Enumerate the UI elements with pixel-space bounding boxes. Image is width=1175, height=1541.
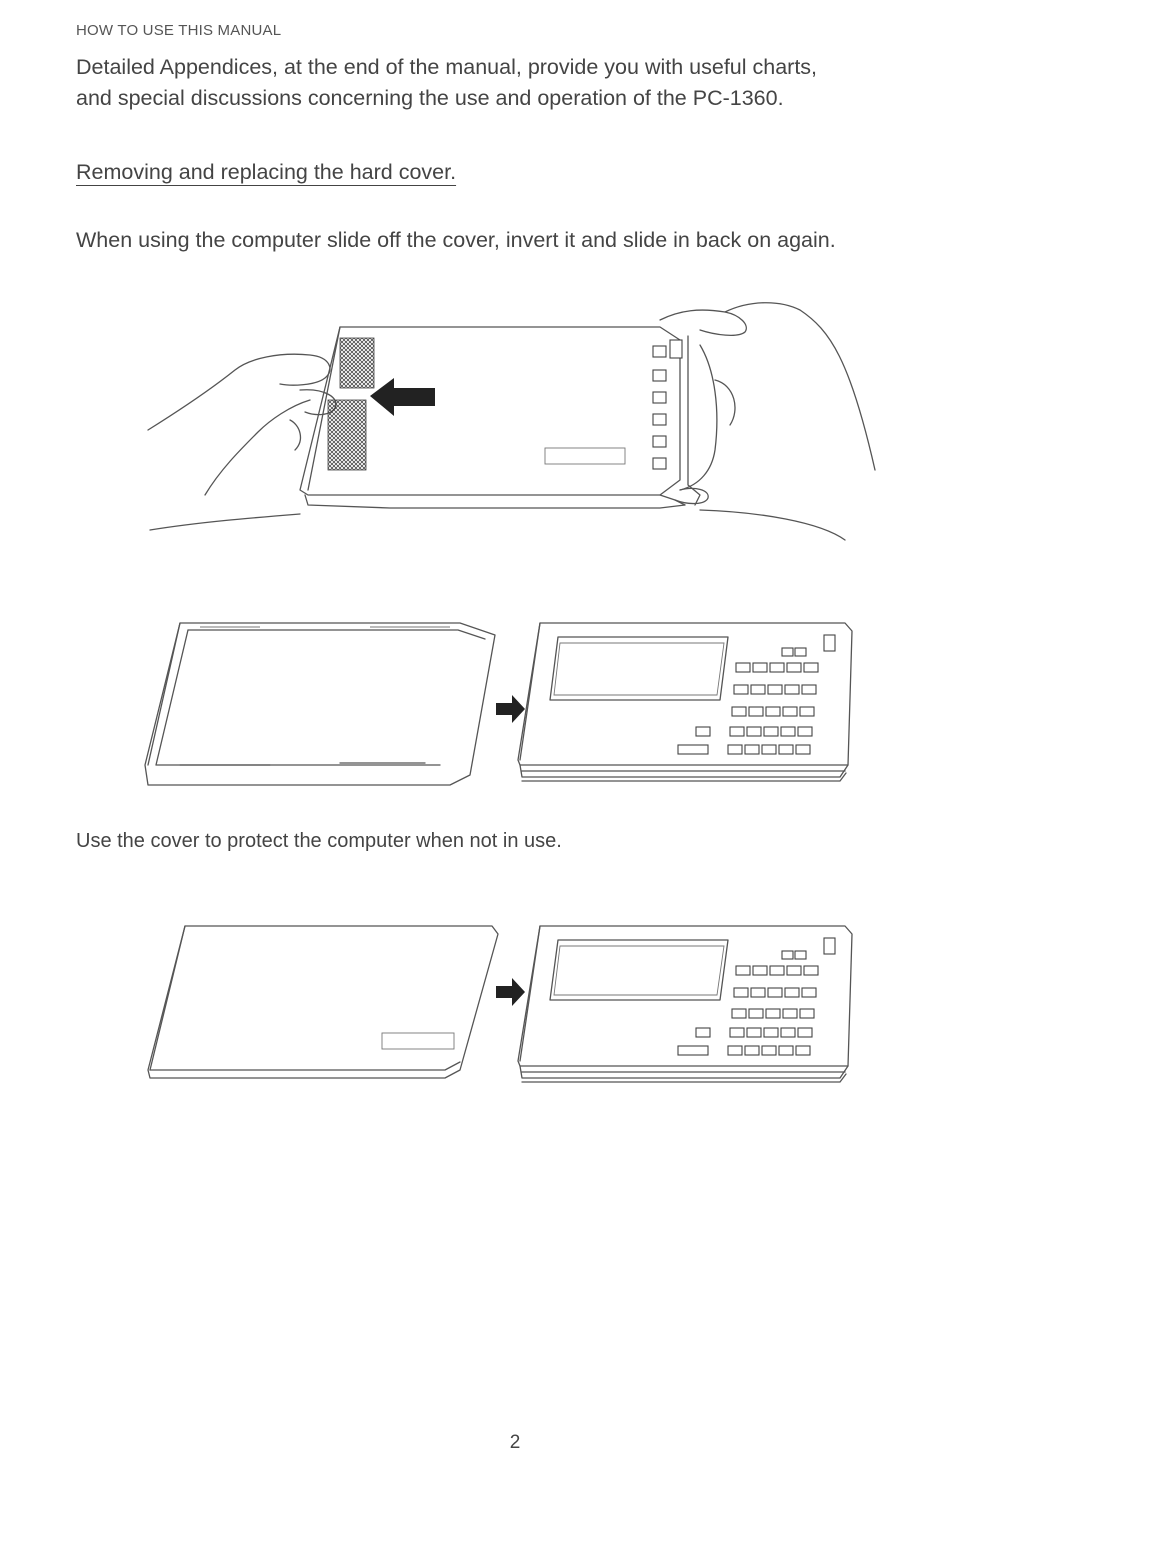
- section-title: Removing and replacing the hard cover.: [76, 160, 457, 184]
- page-number: 2: [509, 1432, 521, 1453]
- intro-line-1: Detailed Appendices, at the end of the manual, provide you with useful charts,: [76, 55, 818, 79]
- protect-note: Use the cover to protect the computer when not in use.: [76, 830, 562, 852]
- hands-sliding-cover-illustration: [140, 300, 880, 550]
- running-header: HOW TO USE THIS MANUAL: [76, 22, 282, 39]
- keypad: [678, 635, 835, 754]
- instruction-text: When using the computer slide off the cover, invert it and slide in back on again.: [76, 228, 836, 252]
- keypad: [678, 938, 835, 1055]
- intro-line-2: and special discussions concerning the use and operation of the PC-1360.: [76, 86, 784, 110]
- intro-paragraph: [76, 52, 1076, 114]
- inverted-cover-attach-illustration: [140, 615, 860, 795]
- cover-protect-illustration: [140, 920, 860, 1100]
